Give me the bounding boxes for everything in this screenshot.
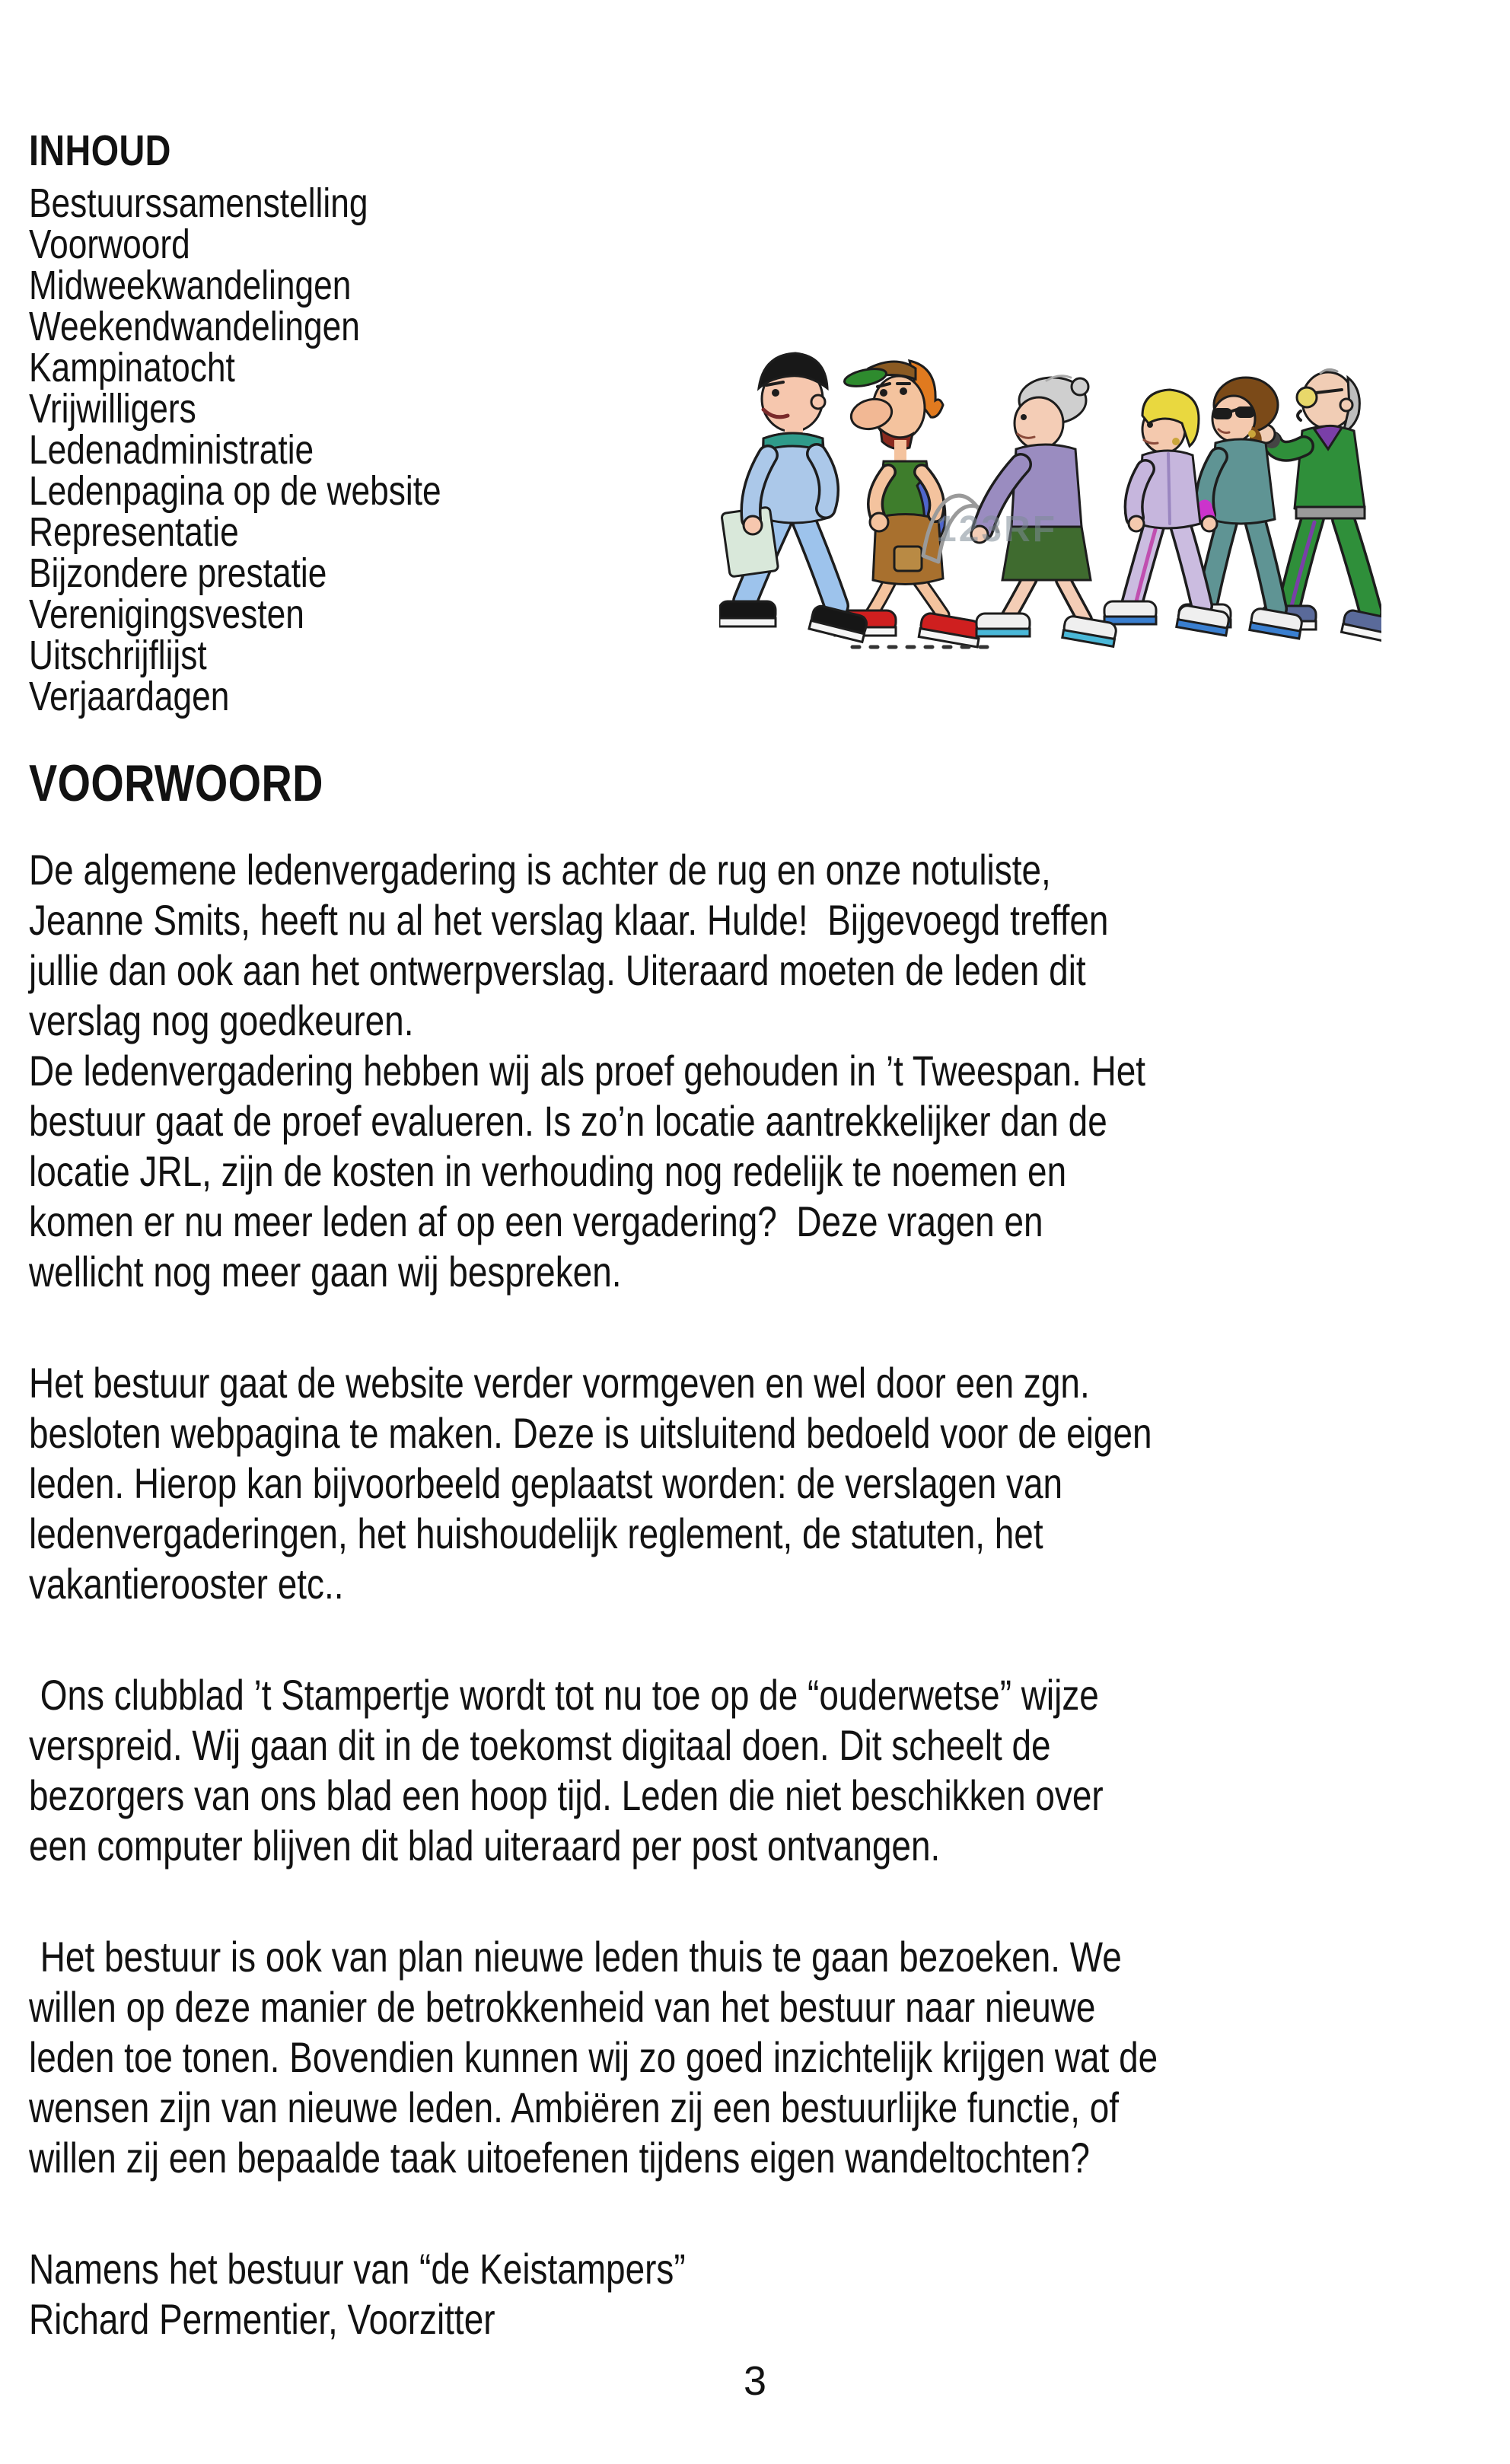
- text-line: wensen zijn van nieuwe leden. Ambiëren zij een bestuurlijke functie, of: [29, 2083, 1120, 2131]
- text-line: komen er nu meer leden af op een vergadering? Deze vragen en: [29, 1197, 1043, 1245]
- text-line: ledenvergaderingen, het huishoudelijk reglement, de statuten, het: [29, 1509, 1043, 1557]
- text-line: De ledenvergadering hebben wij als proef gehouden in ’t Tweespan. Het: [29, 1047, 1146, 1095]
- inhoud-title: INHOUD: [29, 126, 171, 175]
- text-line: verspreid. Wij gaan dit in de toekomst digitaal doen. Dit scheelt de: [29, 1721, 1051, 1769]
- text-line: jullie dan ook aan het ontwerpverslag. Uiteraard moeten de leden dit: [29, 946, 1086, 994]
- toc-item: Ledenadministratie: [29, 427, 314, 473]
- text-line: bestuur gaat de proef evalueren. Is zo’n locatie aantrekkelijker dan de: [29, 1097, 1107, 1145]
- text-line: Het bestuur is ook van plan nieuwe leden thuis te gaan bezoeken. We: [40, 1933, 1122, 1981]
- page-number: 3: [743, 2358, 767, 2404]
- closing-block: [29, 2244, 1510, 2344]
- voorwoord-body: [29, 845, 1510, 2183]
- text-line: leden toe tonen. Bovendien kunnen wij zo goed inzichtelijk krijgen wat de: [29, 2033, 1158, 2081]
- text-line: willen zij een bepaalde taak uitoefenen tijdens eigen wandeltochten?: [29, 2134, 1090, 2182]
- paragraph-4: [29, 1670, 1510, 1871]
- toc-item: Verjaardagen: [29, 674, 230, 719]
- text-line: locatie JRL, zijn de kosten in verhouding nog redelijk te noemen en: [29, 1147, 1067, 1195]
- text-line: een computer blijven dit blad uiteraard per post ontvangen.: [29, 1822, 941, 1870]
- text-line: De algemene ledenvergadering is achter de rug en onze notuliste,: [29, 846, 1051, 894]
- stock-watermark: 123RF: [936, 509, 1058, 550]
- toc-item: Midweekwandelingen: [29, 263, 352, 308]
- text-line: willen op deze manier de betrokkenheid van het bestuur naar nieuwe: [29, 1983, 1096, 2031]
- toc-item: Voorwoord: [29, 222, 190, 267]
- sunglasses-icon: [1212, 408, 1232, 419]
- toc-item: Vrijwilligers: [29, 386, 196, 432]
- earring-icon: [1248, 430, 1256, 438]
- earring-icon: [1172, 438, 1180, 445]
- paragraph-3: [29, 1358, 1510, 1609]
- text-line: leden. Hierop kan bijvoorbeeld geplaatst worden: de verslagen van: [29, 1459, 1063, 1507]
- closing-line: Richard Permentier, Voorzitter: [29, 2295, 495, 2343]
- text-line: Ons clubblad ’t Stampertje wordt tot nu toe op de “ouderwetse” wijze: [40, 1671, 1099, 1719]
- text-line: Jeanne Smits, heeft nu al het verslag klaar. Hulde! Bijgevoegd treffen: [29, 896, 1109, 944]
- lanky-man-figure: [835, 361, 993, 647]
- belt: [1296, 507, 1365, 518]
- blue-man-figure: [719, 353, 868, 642]
- text-line: besloten webpagina te maken. Deze is uitsluitend bedoeld voor de eigen: [29, 1409, 1152, 1457]
- toc-item: Kampinatocht: [29, 345, 235, 390]
- closing-line: Namens het bestuur van “de Keistampers”: [29, 2245, 686, 2293]
- toc-item: Weekendwandelingen: [29, 304, 360, 349]
- voorwoord-title: VOORWOORD: [29, 754, 323, 812]
- walking-group-illustration: [719, 327, 1381, 662]
- walking-group-svg: [719, 327, 1381, 662]
- toc-item: Bijzondere prestatie: [29, 550, 327, 596]
- toc-item: Representatie: [29, 509, 239, 555]
- paragraph-2: [29, 1046, 1510, 1297]
- paragraph-5: [29, 1932, 1510, 2183]
- glasses-icon: [1297, 387, 1317, 407]
- text-line: verslag nog goedkeuren.: [29, 996, 414, 1044]
- text-line: vakantierooster etc..: [29, 1560, 344, 1608]
- paragraph-1: [29, 845, 1510, 1046]
- text-line: wellicht nog meer gaan wij bespreken.: [29, 1248, 622, 1296]
- text-line: bezorgers van ons blad een hoop tijd. Leden die niet beschikken over: [29, 1771, 1104, 1819]
- text-line: Het bestuur gaat de website verder vormgeven en wel door een zgn.: [29, 1359, 1090, 1407]
- toc-item: Verenigingsvesten: [29, 591, 304, 637]
- toc-item: Bestuurssamenstelling: [29, 180, 368, 226]
- toc-item: Uitschrijflijst: [29, 633, 207, 678]
- toc-item: Ledenpagina op de website: [29, 468, 441, 514]
